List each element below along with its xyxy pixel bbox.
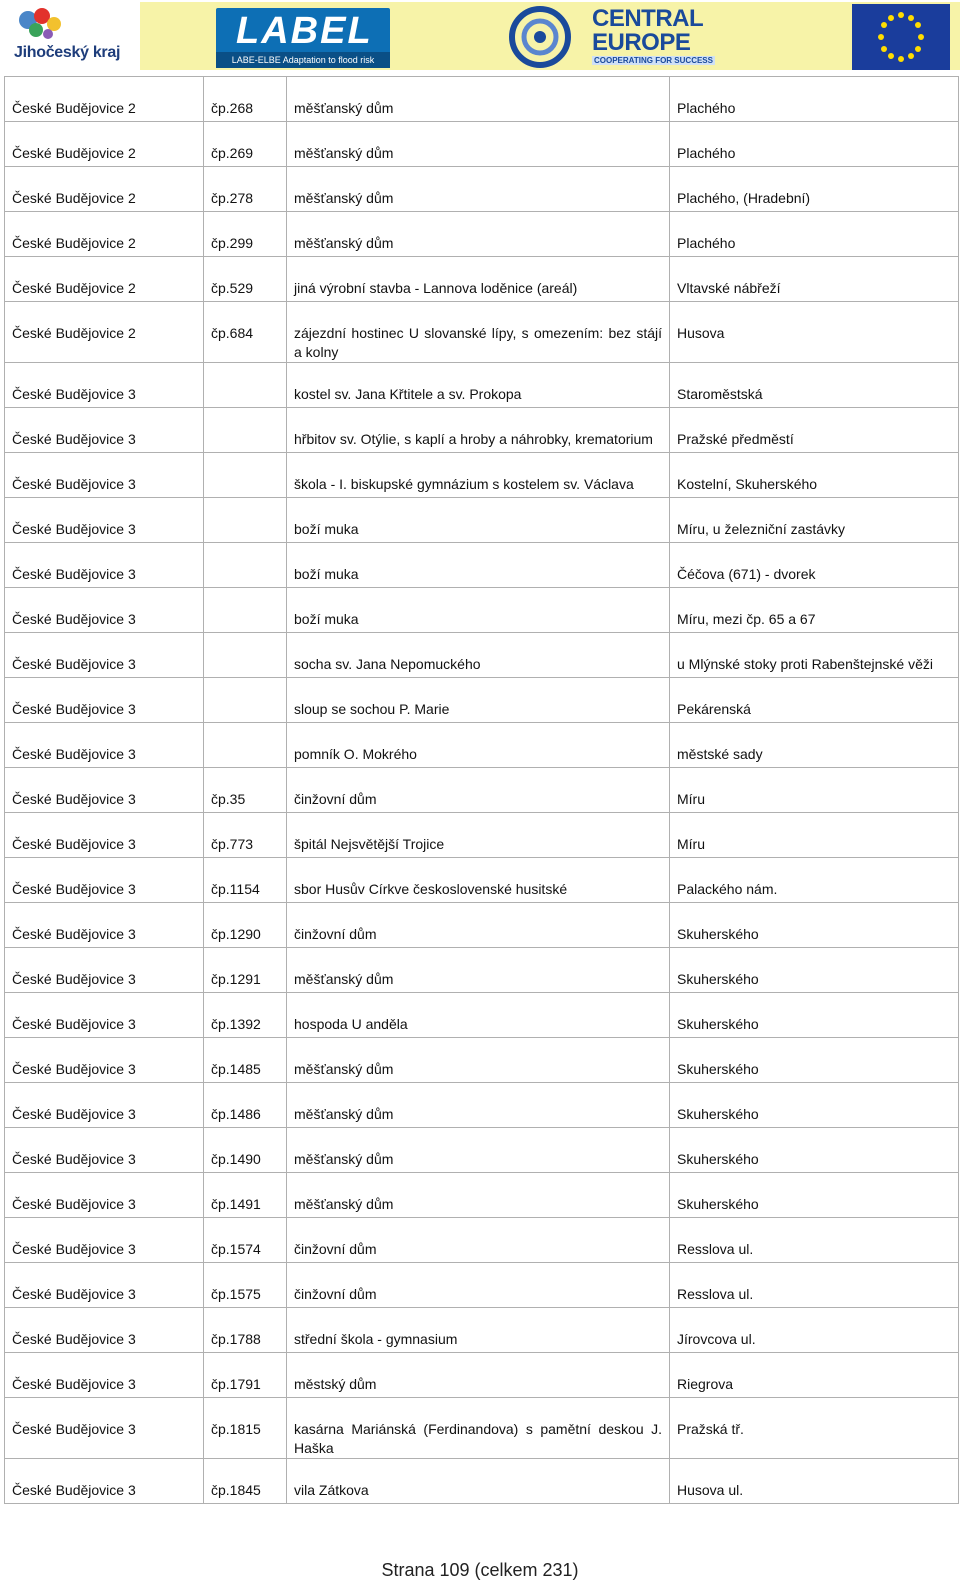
cp-number-cell	[204, 363, 287, 408]
street-cell: Plachého	[670, 122, 959, 167]
table-row	[5, 723, 959, 768]
street-cell: Skuherského	[670, 993, 959, 1038]
table-row	[5, 948, 959, 993]
cp-number-cell: čp.299	[204, 212, 287, 257]
central-europe-emblem-icon	[500, 6, 586, 68]
description-cell: činžovní dům	[287, 1218, 670, 1263]
city-cell: České Budějovice 3	[5, 1128, 204, 1173]
table-row	[5, 453, 959, 498]
cp-number-cell: čp.1485	[204, 1038, 287, 1083]
city-cell: České Budějovice 3	[5, 723, 204, 768]
street-cell: Čéčova (671) - dvorek	[670, 543, 959, 588]
cp-number-cell: čp.1486	[204, 1083, 287, 1128]
city-cell: České Budějovice 3	[5, 453, 204, 498]
table-row	[5, 1353, 959, 1398]
ce-logo-line-2: EUROPE	[592, 29, 691, 56]
label-project-logo	[216, 8, 390, 68]
monuments-table-body	[5, 77, 959, 1504]
city-cell: České Budějovice 3	[5, 588, 204, 633]
street-cell: městské sady	[670, 723, 959, 768]
city-cell: České Budějovice 3	[5, 1038, 204, 1083]
cp-number-cell: čp.1491	[204, 1173, 287, 1218]
cp-number-cell: čp.1574	[204, 1218, 287, 1263]
city-cell: České Budějovice 2	[5, 302, 204, 363]
region-emblem-icon	[8, 6, 78, 42]
city-cell: České Budějovice 3	[5, 1263, 204, 1308]
table-row	[5, 122, 959, 167]
cp-number-cell: čp.35	[204, 768, 287, 813]
cp-number-cell: čp.1154	[204, 858, 287, 903]
table-row	[5, 543, 959, 588]
description-cell: měšťanský dům	[287, 1173, 670, 1218]
street-cell: Resslova ul.	[670, 1218, 959, 1263]
description-cell: střední škola - gymnasium	[287, 1308, 670, 1353]
cp-number-cell: čp.1291	[204, 948, 287, 993]
table-row	[5, 1128, 959, 1173]
cp-number-cell: čp.529	[204, 257, 287, 302]
cp-number-cell: čp.1845	[204, 1459, 287, 1504]
label-logo-subtitle: LABE-ELBE Adaptation to flood risk	[216, 52, 390, 68]
cp-number-cell	[204, 588, 287, 633]
table-row	[5, 768, 959, 813]
city-cell: České Budějovice 3	[5, 858, 204, 903]
jihocesky-kraj-logo	[8, 6, 136, 66]
city-cell: České Budějovice 3	[5, 813, 204, 858]
page-header	[0, 0, 960, 72]
description-cell: hospoda U anděla	[287, 993, 670, 1038]
street-cell: Pekárenská	[670, 678, 959, 723]
cp-number-cell: čp.278	[204, 167, 287, 212]
cp-number-cell: čp.1490	[204, 1128, 287, 1173]
table-row	[5, 498, 959, 543]
street-cell: Husova	[670, 302, 959, 363]
street-cell: Resslova ul.	[670, 1263, 959, 1308]
street-cell: Plachého, (Hradební)	[670, 167, 959, 212]
table-row	[5, 858, 959, 903]
street-cell: Skuherského	[670, 1083, 959, 1128]
city-cell: České Budějovice 2	[5, 167, 204, 212]
street-cell: Míru, u železniční zastávky	[670, 498, 959, 543]
city-cell: České Budějovice 2	[5, 212, 204, 257]
street-cell: Skuherského	[670, 1128, 959, 1173]
table-row	[5, 212, 959, 257]
table-row	[5, 302, 959, 363]
street-cell: Vltavské nábřeží	[670, 257, 959, 302]
description-cell: škola - I. biskupské gymnázium s kostelem sv. Václava	[287, 453, 670, 498]
street-cell: Plachého	[670, 212, 959, 257]
description-cell: vila Zátkova	[287, 1459, 670, 1504]
cp-number-cell: čp.684	[204, 302, 287, 363]
street-cell: u Mlýnské stoky proti Rabenštejnské věži	[670, 633, 959, 678]
cp-number-cell	[204, 678, 287, 723]
cp-number-cell: čp.1392	[204, 993, 287, 1038]
ce-logo-subtitle: COOPERATING FOR SUCCESS	[594, 56, 713, 65]
street-cell: Skuherského	[670, 1173, 959, 1218]
city-cell: České Budějovice 2	[5, 77, 204, 122]
central-europe-logo	[500, 6, 730, 68]
table-row	[5, 257, 959, 302]
table-row	[5, 813, 959, 858]
city-cell: České Budějovice 3	[5, 1398, 204, 1459]
table-row	[5, 993, 959, 1038]
cp-number-cell	[204, 453, 287, 498]
eu-flag-logo	[852, 4, 950, 70]
table-row	[5, 678, 959, 723]
cp-number-cell: čp.1290	[204, 903, 287, 948]
cp-number-cell: čp.268	[204, 77, 287, 122]
city-cell: České Budějovice 3	[5, 363, 204, 408]
page-footer: Strana 109 (celkem 231)	[381, 1560, 579, 1580]
cp-number-cell: čp.269	[204, 122, 287, 167]
table-row	[5, 167, 959, 212]
city-cell: České Budějovice 3	[5, 1218, 204, 1263]
street-cell: Palackého nám.	[670, 858, 959, 903]
table-row	[5, 1173, 959, 1218]
cp-number-cell	[204, 408, 287, 453]
street-cell: Staroměstská	[670, 363, 959, 408]
cp-number-cell: čp.1575	[204, 1263, 287, 1308]
city-cell: České Budějovice 3	[5, 1083, 204, 1128]
description-cell: měšťanský dům	[287, 167, 670, 212]
street-cell: Pražská tř.	[670, 1398, 959, 1459]
city-cell: České Budějovice 3	[5, 1308, 204, 1353]
street-cell: Pražské předměstí	[670, 408, 959, 453]
description-cell: měšťanský dům	[287, 122, 670, 167]
cp-number-cell	[204, 543, 287, 588]
description-cell: jiná výrobní stavba - Lannova loděnice (areál)	[287, 257, 670, 302]
table-row	[5, 1263, 959, 1308]
label-logo-word: LABEL	[236, 10, 373, 52]
cp-number-cell: čp.1815	[204, 1398, 287, 1459]
region-name: Jihočeský kraj	[14, 44, 121, 61]
street-cell: Plachého	[670, 77, 959, 122]
table-row	[5, 1398, 959, 1459]
description-cell: kasárna Mariánská (Ferdinandova) s pamětní deskou J. Haška	[287, 1398, 670, 1459]
description-cell: měšťanský dům	[287, 212, 670, 257]
table-row	[5, 1308, 959, 1353]
street-cell: Jírovcova ul.	[670, 1308, 959, 1353]
street-cell: Skuherského	[670, 903, 959, 948]
city-cell: České Budějovice 3	[5, 498, 204, 543]
cp-number-cell: čp.1788	[204, 1308, 287, 1353]
city-cell: České Budějovice 3	[5, 543, 204, 588]
description-cell: měšťanský dům	[287, 1128, 670, 1173]
city-cell: České Budějovice 3	[5, 1459, 204, 1504]
table-row	[5, 588, 959, 633]
table-row	[5, 903, 959, 948]
description-cell: boží muka	[287, 588, 670, 633]
description-cell: hřbitov sv. Otýlie, s kaplí a hroby a náhrobky, krematorium	[287, 408, 670, 453]
description-cell: špitál Nejsvětější Trojice	[287, 813, 670, 858]
city-cell: České Budějovice 3	[5, 1173, 204, 1218]
table-row	[5, 408, 959, 453]
street-cell: Kostelní, Skuherského	[670, 453, 959, 498]
table-row	[5, 1038, 959, 1083]
description-cell: městský dům	[287, 1353, 670, 1398]
street-cell: Míru, mezi čp. 65 a 67	[670, 588, 959, 633]
street-cell: Míru	[670, 813, 959, 858]
street-cell: Husova ul.	[670, 1459, 959, 1504]
city-cell: České Budějovice 3	[5, 768, 204, 813]
description-cell: měšťanský dům	[287, 1038, 670, 1083]
description-cell: měšťanský dům	[287, 948, 670, 993]
city-cell: České Budějovice 3	[5, 1353, 204, 1398]
table-row	[5, 633, 959, 678]
description-cell: sloup se sochou P. Marie	[287, 678, 670, 723]
description-cell: pomník O. Mokrého	[287, 723, 670, 768]
eu-stars-icon	[852, 4, 950, 70]
description-cell: činžovní dům	[287, 903, 670, 948]
city-cell: České Budějovice 3	[5, 948, 204, 993]
ce-logo-line-1: CENTRAL	[592, 5, 704, 32]
street-cell: Riegrova	[670, 1353, 959, 1398]
city-cell: České Budějovice 3	[5, 678, 204, 723]
description-cell: zájezdní hostinec U slovanské lípy, s omezením: bez stájí a kolny	[287, 302, 670, 363]
city-cell: České Budějovice 3	[5, 408, 204, 453]
cp-number-cell: čp.1791	[204, 1353, 287, 1398]
table-row	[5, 77, 959, 122]
monuments-table	[4, 76, 959, 1504]
table-row	[5, 1083, 959, 1128]
city-cell: České Budějovice 3	[5, 903, 204, 948]
cp-number-cell: čp.773	[204, 813, 287, 858]
description-cell: socha sv. Jana Nepomuckého	[287, 633, 670, 678]
description-cell: kostel sv. Jana Křtitele a sv. Prokopa	[287, 363, 670, 408]
table-row	[5, 363, 959, 408]
table-row	[5, 1459, 959, 1504]
description-cell: měšťanský dům	[287, 77, 670, 122]
street-cell: Míru	[670, 768, 959, 813]
cp-number-cell	[204, 498, 287, 543]
street-cell: Skuherského	[670, 948, 959, 993]
description-cell: měšťanský dům	[287, 1083, 670, 1128]
city-cell: České Budějovice 2	[5, 257, 204, 302]
cp-number-cell	[204, 723, 287, 768]
description-cell: činžovní dům	[287, 1263, 670, 1308]
cp-number-cell	[204, 633, 287, 678]
city-cell: České Budějovice 3	[5, 633, 204, 678]
description-cell: činžovní dům	[287, 768, 670, 813]
description-cell: sbor Husův Církve československé husitské	[287, 858, 670, 903]
description-cell: boží muka	[287, 543, 670, 588]
description-cell: boží muka	[287, 498, 670, 543]
street-cell: Skuherského	[670, 1038, 959, 1083]
city-cell: České Budějovice 3	[5, 993, 204, 1038]
city-cell: České Budějovice 2	[5, 122, 204, 167]
table-row	[5, 1218, 959, 1263]
